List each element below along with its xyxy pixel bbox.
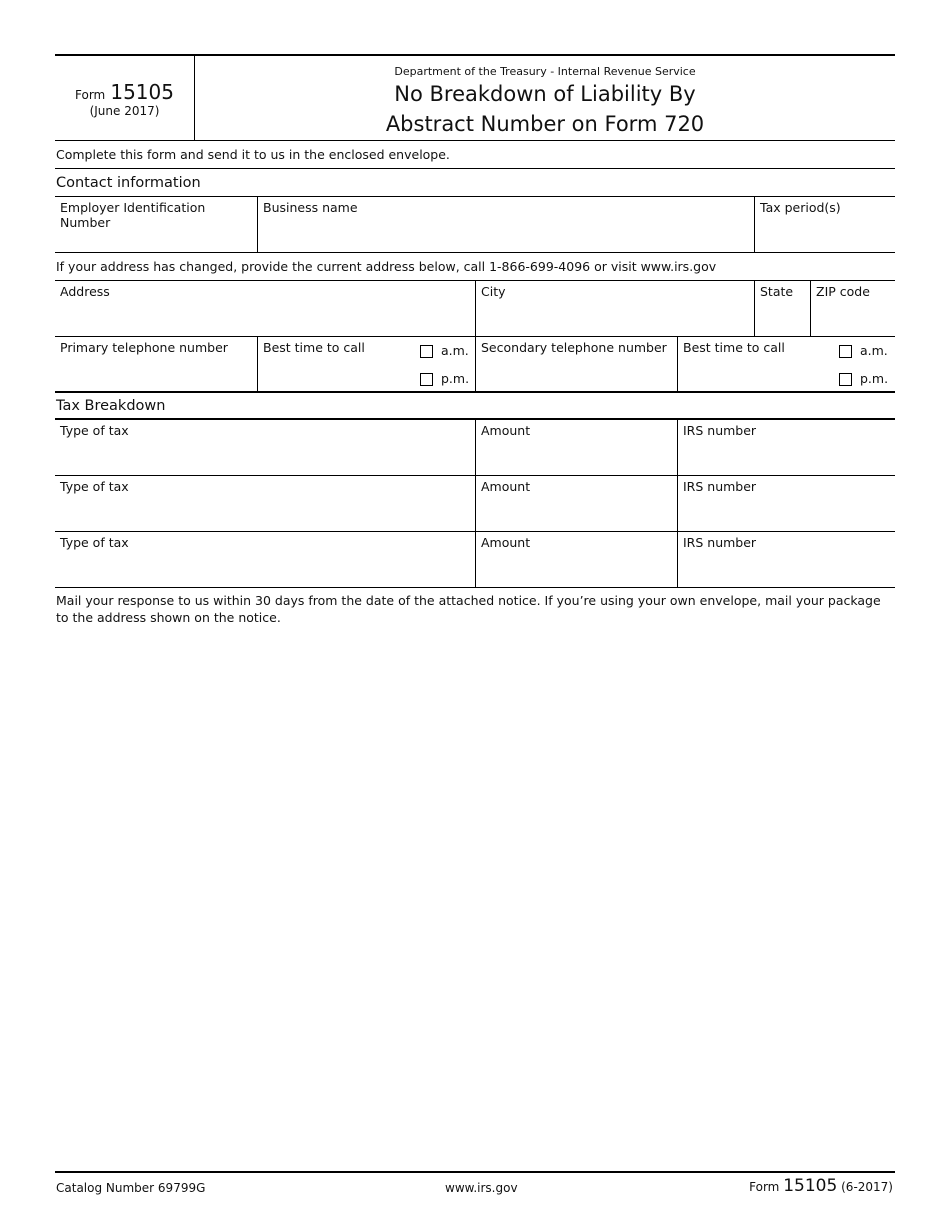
footer-form-word: Form bbox=[749, 1180, 780, 1194]
form-word: Form bbox=[75, 88, 106, 102]
address-field[interactable] bbox=[55, 281, 476, 336]
irs-number-label: IRS number bbox=[683, 535, 757, 550]
tax-period-label: Tax period(s) bbox=[760, 200, 841, 215]
secondary-pm-label: p.m. bbox=[860, 371, 889, 386]
page-footer bbox=[55, 1171, 895, 1213]
type-of-tax-label: Type of tax bbox=[60, 423, 129, 438]
secondary-pm-checkbox[interactable] bbox=[839, 373, 852, 386]
zip-field[interactable] bbox=[811, 281, 895, 336]
primary-am-checkbox[interactable] bbox=[420, 345, 433, 358]
tax-row bbox=[55, 532, 895, 588]
secondary-best-time bbox=[678, 337, 895, 391]
primary-best-time-label: Best time to call bbox=[263, 340, 365, 355]
city-field[interactable] bbox=[476, 281, 755, 336]
amount-field[interactable] bbox=[476, 532, 678, 587]
irs-number-label: IRS number bbox=[683, 423, 757, 438]
business-name-field[interactable] bbox=[258, 197, 755, 252]
state-label: State bbox=[760, 284, 794, 299]
irs-number-field[interactable] bbox=[678, 420, 895, 475]
phone-row bbox=[55, 337, 895, 393]
address-notice: If your address has changed, provide the current address below, call 1-866-699-4096 or visit www.irs.gov bbox=[55, 253, 895, 281]
department: Department of the Treasury - Internal Revenue Service bbox=[394, 65, 696, 78]
title-block bbox=[195, 56, 895, 140]
state-field[interactable] bbox=[755, 281, 811, 336]
contact-section-title: Contact information bbox=[55, 169, 895, 197]
irs-number-field[interactable] bbox=[678, 532, 895, 587]
ein-label: Employer Identification Number bbox=[60, 200, 206, 230]
business-name-label: Business name bbox=[263, 200, 358, 215]
address-row bbox=[55, 281, 895, 337]
tax-period-field[interactable] bbox=[755, 197, 895, 252]
address-label: Address bbox=[60, 284, 110, 299]
primary-pm-label: p.m. bbox=[441, 371, 470, 386]
footer-form-rev: (6-2017) bbox=[841, 1180, 893, 1194]
catalog-number: Catalog Number 69799G bbox=[56, 1181, 206, 1195]
primary-phone-field[interactable] bbox=[55, 337, 258, 391]
footer-form-id bbox=[749, 1176, 893, 1196]
ein-field[interactable] bbox=[55, 197, 258, 252]
secondary-am-checkbox[interactable] bbox=[839, 345, 852, 358]
secondary-phone-field[interactable] bbox=[476, 337, 678, 391]
secondary-best-time-label: Best time to call bbox=[683, 340, 785, 355]
title-line-2: Abstract Number on Form 720 bbox=[385, 112, 705, 136]
form-date: (June 2017) bbox=[89, 104, 160, 118]
amount-label: Amount bbox=[481, 423, 531, 438]
title-line-1: No Breakdown of Liability By bbox=[394, 82, 696, 106]
amount-field[interactable] bbox=[476, 420, 678, 475]
id-row bbox=[55, 197, 895, 253]
tax-row bbox=[55, 420, 895, 476]
primary-best-time bbox=[258, 337, 476, 391]
tax-breakdown-title: Tax Breakdown bbox=[55, 393, 895, 420]
form-15105 bbox=[55, 54, 895, 626]
primary-pm-checkbox[interactable] bbox=[420, 373, 433, 386]
footer-website: www.irs.gov bbox=[445, 1181, 518, 1195]
amount-label: Amount bbox=[481, 535, 531, 550]
irs-number-field[interactable] bbox=[678, 476, 895, 531]
secondary-phone-label: Secondary telephone number bbox=[481, 340, 667, 355]
type-of-tax-label: Type of tax bbox=[60, 535, 129, 550]
type-of-tax-field[interactable] bbox=[55, 420, 476, 475]
footer-form-number: 15105 bbox=[783, 1176, 838, 1196]
secondary-am-label: a.m. bbox=[860, 343, 888, 358]
form-id-block bbox=[55, 56, 195, 140]
zip-label: ZIP code bbox=[816, 284, 870, 299]
type-of-tax-field[interactable] bbox=[55, 476, 476, 531]
type-of-tax-field[interactable] bbox=[55, 532, 476, 587]
form-header bbox=[55, 56, 895, 141]
amount-field[interactable] bbox=[476, 476, 678, 531]
city-label: City bbox=[481, 284, 506, 299]
irs-number-label: IRS number bbox=[683, 479, 757, 494]
mail-note: Mail your response to us within 30 days from the date of the attached notice. If you’re using your own envelope, mail your package to the address shown on the notice. bbox=[56, 593, 881, 625]
tax-row bbox=[55, 476, 895, 532]
amount-label: Amount bbox=[481, 479, 531, 494]
form-number: 15105 bbox=[110, 80, 174, 104]
primary-am-label: a.m. bbox=[441, 343, 469, 358]
instructions: Complete this form and send it to us in the enclosed envelope. bbox=[55, 141, 895, 169]
primary-phone-label: Primary telephone number bbox=[60, 340, 228, 355]
type-of-tax-label: Type of tax bbox=[60, 479, 129, 494]
